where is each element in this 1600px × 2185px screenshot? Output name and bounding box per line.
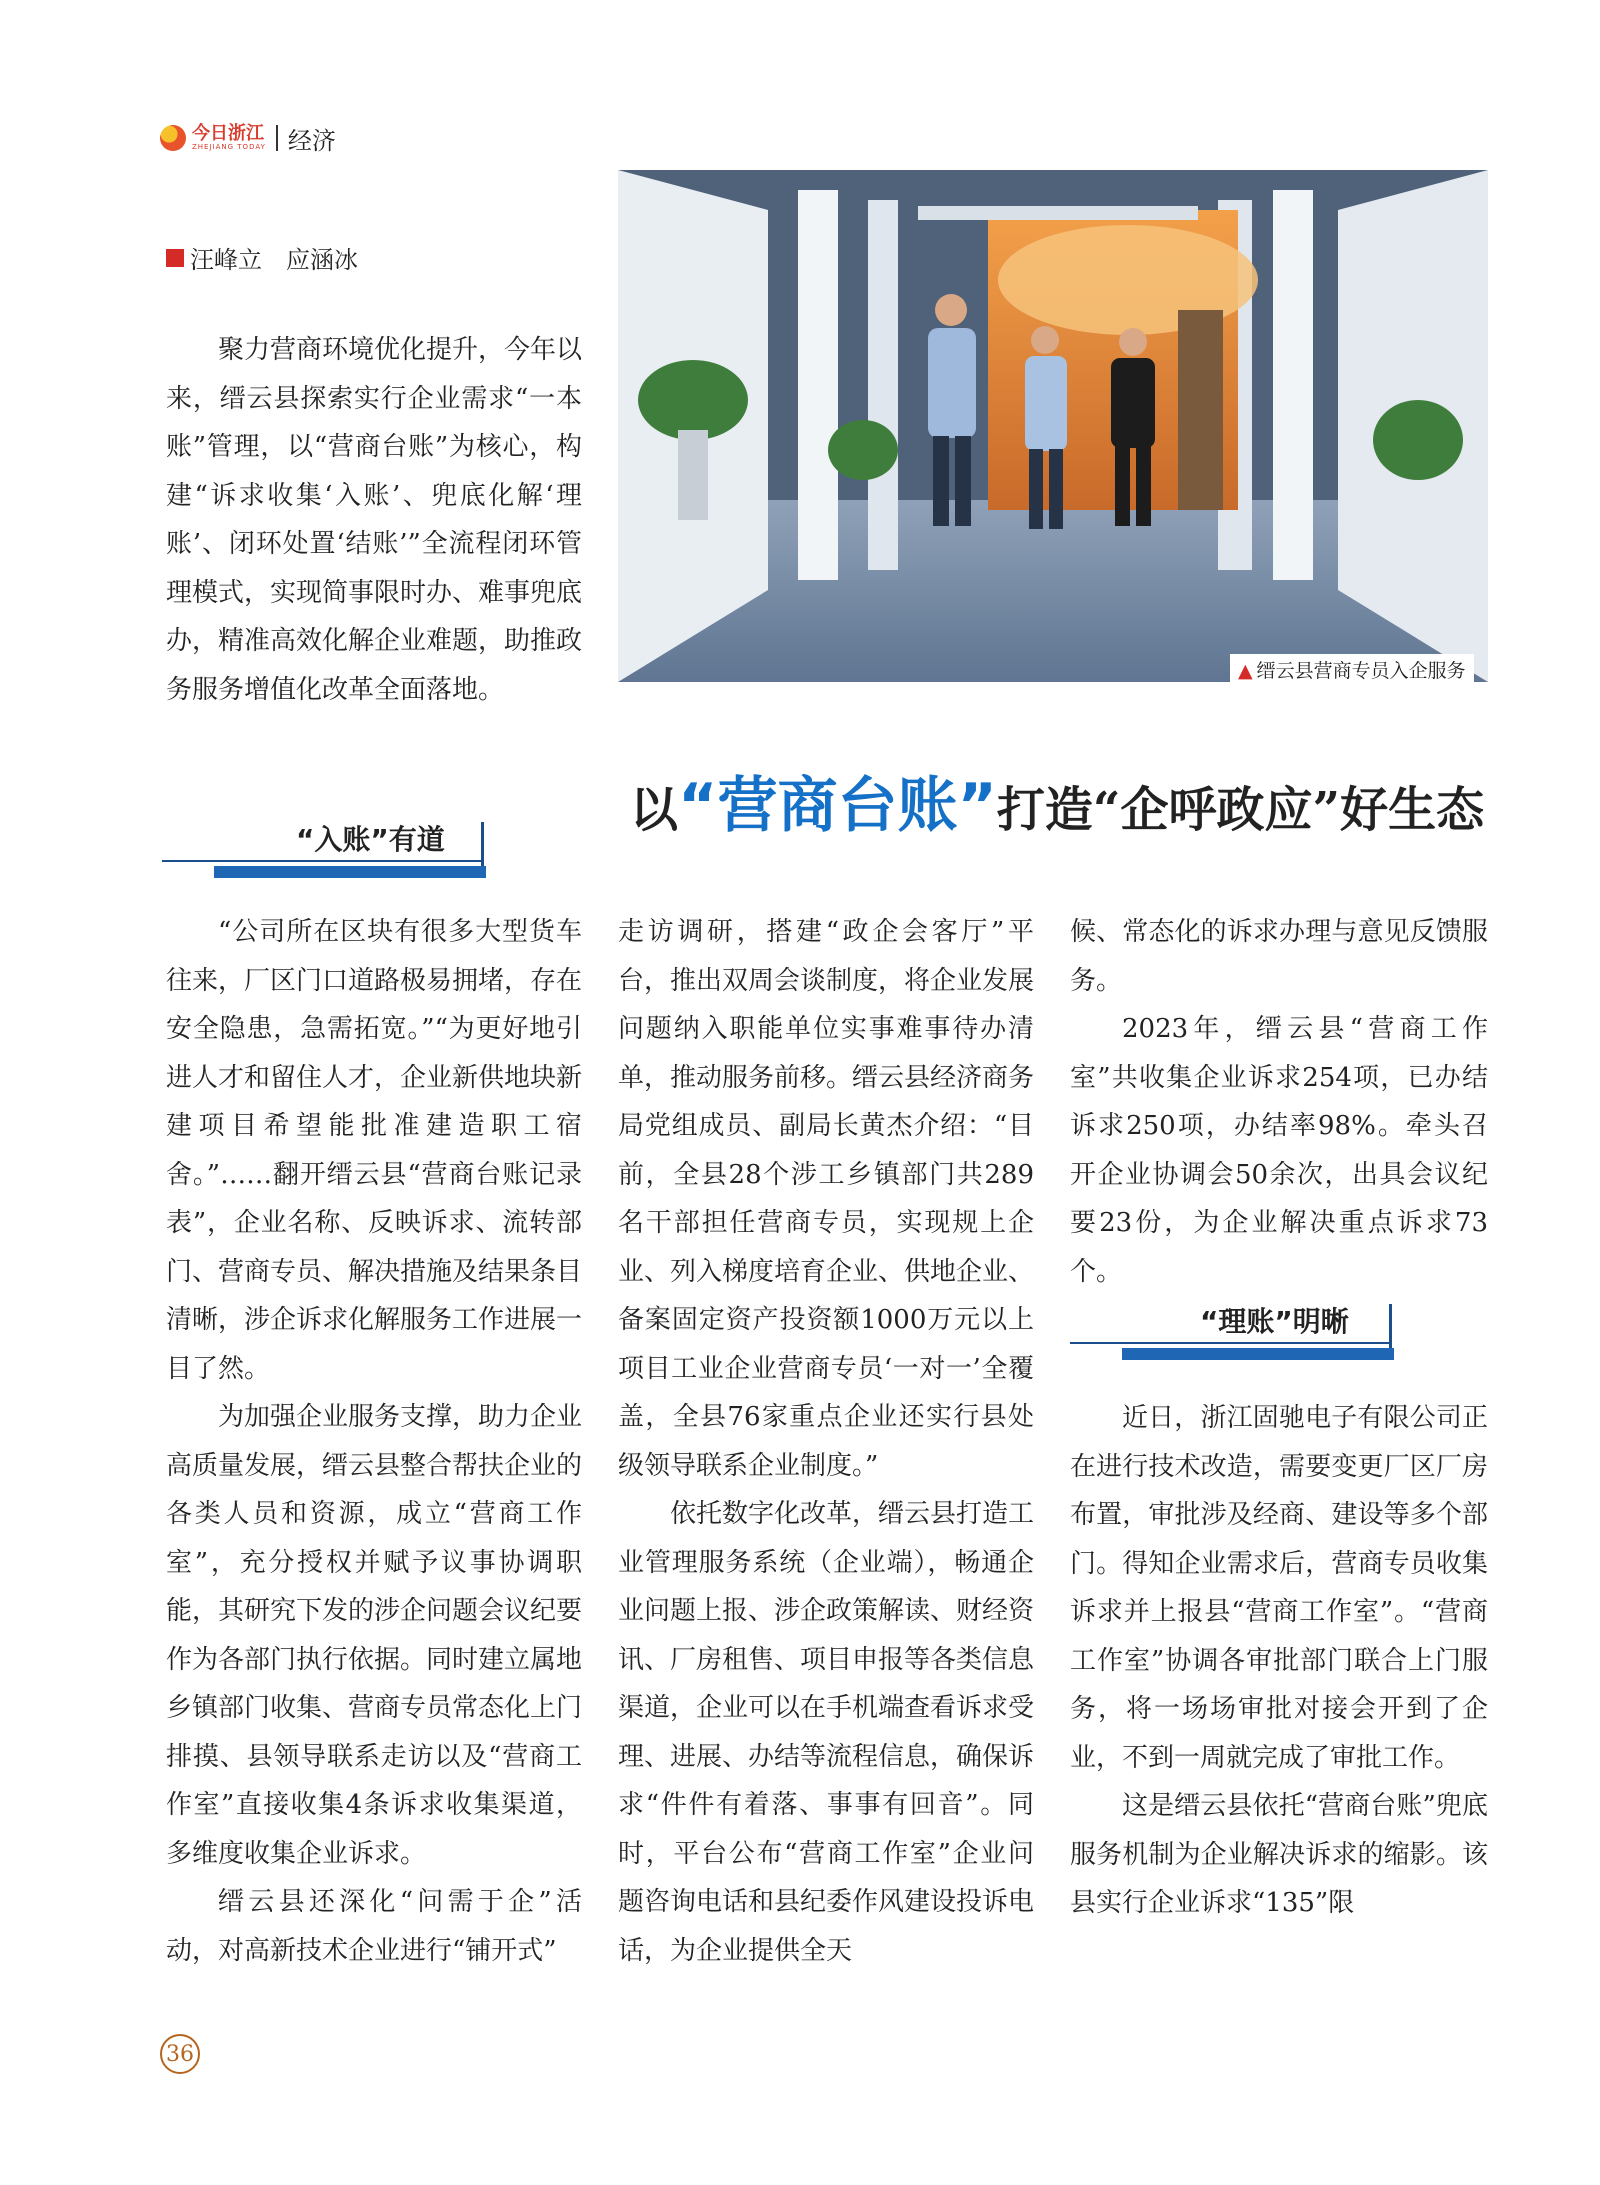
subhead-1-bar	[214, 866, 486, 878]
col3-para-2: 2023年，缙云县“营商工作室”共收集企业诉求254项，已办结诉求250项，办结率98%。牵头召开企业协调会50余次，出具会议纪要23份，为企业解决重点诉求73个。	[1070, 1014, 1488, 1287]
col3-para-3: 近日，浙江固驰电子有限公司正在进行技术改造，需要变更厂区厂房布置，审批涉及经商、建设等多个部门。得知企业需求后，营商专员收集诉求并上报县“营商工作室”。“营商工作室”协调各审批部门联合上门服务，将一场场审批对接会开到了企业，不到一周就完成了审批工作。	[1070, 1403, 1488, 1773]
col1-para-1: “公司所在区块有很多大型货车往来，厂区门口道路极易拥堵，存在安全隐患，急需拓宽。”“为更好地引进人才和留住人才，企业新供地块新建项目希望能批准建造职工宿舍。”……翻开缙云县“营商台账记录表”，企业名称、反映诉求、流转部门、营商专员、解决措施及结果条目清晰，涉企诉求化解服务工作进展一目了然。	[166, 917, 583, 1384]
logo-mark-icon	[160, 125, 186, 151]
byline-authors: 汪峰立 应涵冰	[190, 246, 358, 274]
body-column-3-lower	[1070, 1394, 1488, 1928]
article-photo	[618, 170, 1488, 682]
headline-pre: 以	[630, 782, 679, 838]
col3-para-4: 这是缙云县依托“营商台账”兜底服务机制为企业解决诉求的缩影。该县实行企业诉求“135”限	[1070, 1791, 1488, 1918]
magazine-logo	[160, 125, 266, 151]
col1-para-2: 为加强企业服务支撑，助力企业高质量发展，缙云县整合帮扶企业的各类人员和资源，成立“营商工作室”，充分授权并赋予议事协调职能，其研究下发的涉企问题会议纪要作为各部门执行依据。同时建立属地乡镇部门收集、营商专员常态化上门排摸、县领导联系走访以及“营商工作室”直接收集4条诉求收集渠道，多维度收集企业诉求。	[166, 1402, 583, 1869]
page-header	[160, 118, 336, 158]
caption-triangle-icon: ▲	[1238, 660, 1253, 682]
corridor-photo-illustration	[618, 170, 1488, 682]
body-column-1	[166, 908, 582, 1975]
logo-text: 今日浙江	[192, 123, 264, 144]
subhead-2: “理账”明晰	[1200, 1305, 1349, 1338]
headline-emphasis: “营商台账”	[678, 771, 997, 841]
byline	[166, 240, 358, 275]
col1-para-3: 缙云县还深化“问需于企”活动，对高新技术企业进行“铺开式”	[166, 1887, 582, 1966]
lead-paragraph	[166, 326, 582, 714]
photo-caption	[1230, 654, 1474, 685]
col2-para-2: 依托数字化改革，缙云县打造工业管理服务系统（企业端），畅通企业问题上报、涉企政策解读、财经资讯、厂房租售、项目申报等各类信息渠道，企业可以在手机端查看诉求受理、进展、办结等流程信息，确保诉求“件件有着落、事事有回音”。同时，平台公布“营商工作室”企业问题咨询电话和县纪委作风建设投诉电话，为企业提供全天	[618, 1499, 1035, 1966]
col3-para-1: 候、常态化的诉求办理与意见反馈服务。	[1070, 917, 1488, 996]
subhead-2-bar	[1122, 1348, 1394, 1360]
byline-square-icon	[166, 249, 184, 267]
page-number: 36	[160, 2034, 200, 2074]
logo-subtext: ZHEJIANG TODAY	[192, 143, 266, 151]
subhead-1-vert	[481, 822, 484, 866]
headline-post: 打造“企呼政应”好生态	[996, 782, 1485, 838]
article-headline	[630, 758, 1490, 844]
body-column-2	[618, 908, 1034, 1975]
subhead-1-rule	[162, 860, 482, 862]
body-column-3	[1070, 908, 1488, 1296]
subhead-1: “入账”有道	[296, 823, 445, 856]
subhead-2-rule	[1070, 1342, 1390, 1344]
col2-para-1: 走访调研，搭建“政企会客厅”平台，推出双周会谈制度，将企业发展问题纳入职能单位实事难事待办清单，推动服务前移。缙云县经济商务局党组成员、副局长黄杰介绍：“目前，全县28个涉工乡镇部门共289名干部担任营商专员，实现规上企业、列入梯度培育企业、供地企业、备案固定资产投资额1000万元以上项目工业企业营商专员‘一对一’全覆盖，全县76家重点企业还实行县处级领导联系企业制度。”	[618, 917, 1035, 1481]
header-divider	[276, 125, 278, 151]
section-label: 经济	[287, 126, 336, 155]
lead-text: 聚力营商环境优化提升，今年以来，缙云县探索实行企业需求“一本账”管理，以“营商台账”为核心，构建“诉求收集‘入账’、兜底化解‘理账’、闭环处置‘结账’”全流程闭环管理模式，实现简事限时办、难事兜底办，精准高效化解企业难题，助推政务服务增值化改革全面落地。	[166, 335, 583, 705]
subhead-2-vert	[1389, 1304, 1392, 1348]
photo-caption-text: 缙云县营商专员入企服务	[1256, 660, 1466, 682]
